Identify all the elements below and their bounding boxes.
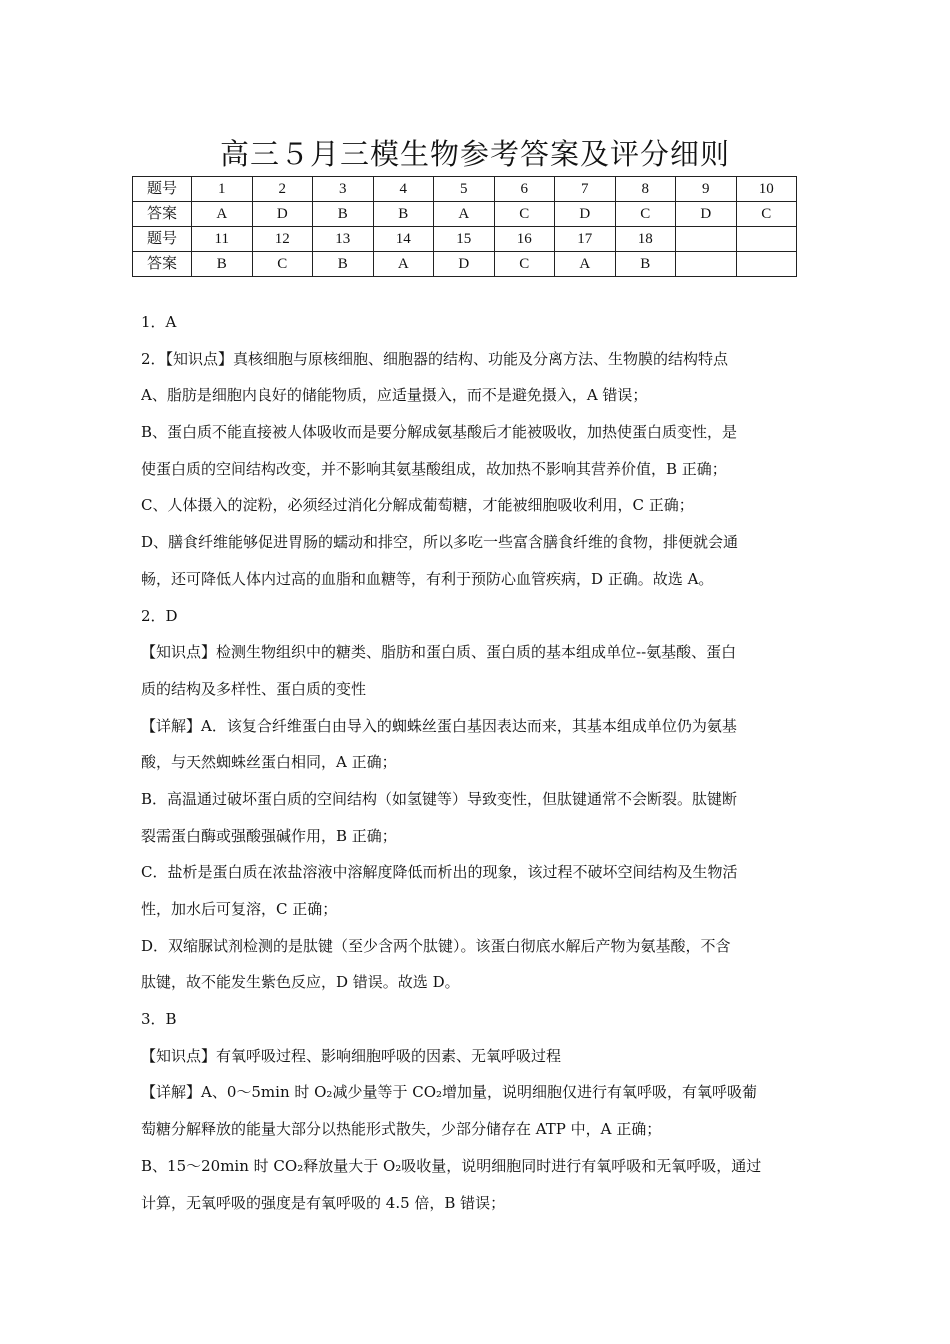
table-cell: 16: [494, 227, 555, 252]
table-cell: C: [494, 202, 555, 227]
table-cell: D: [555, 202, 616, 227]
table-cell: 6: [494, 177, 555, 202]
table-cell: C: [615, 202, 676, 227]
text-line: 3．B: [141, 1010, 177, 1029]
table-cell: B: [615, 252, 676, 277]
table-cell: A: [373, 252, 434, 277]
text-line: C．盐析是蛋白质在浓盐溶液中溶解度降低而析出的现象，该过程不破坏空间结构及生物活: [141, 863, 738, 882]
text-line: 酸，与天然蜘蛛丝蛋白相同，A 正确；: [141, 753, 397, 772]
table-cell: [676, 227, 737, 252]
table-cell: B: [313, 252, 374, 277]
text-line: B、15～20min 时 CO₂释放量大于 O₂吸收量，说明细胞同时进行有氧呼吸和无氧呼吸，通过: [141, 1156, 762, 1175]
table-cell: C: [736, 202, 797, 227]
text-line: 肽键，故不能发生紫色反应，D 错误。故选 D。: [141, 973, 460, 992]
table-cell: 12: [252, 227, 313, 252]
table-cell: C: [252, 252, 313, 277]
table-cell: 5: [434, 177, 495, 202]
table-cell: 15: [434, 227, 495, 252]
table-cell: B: [373, 202, 434, 227]
text-line: 裂需蛋白酶或强酸强碱作用，B 正确；: [141, 826, 397, 845]
table-cell: B: [192, 252, 253, 277]
row-label: 题号: [133, 177, 192, 202]
text-line: 质的结构及多样性、蛋白质的变性: [141, 679, 367, 698]
text-line: 使蛋白质的空间结构改变，并不影响其氨基酸组成，故加热不影响其营养价值，B 正确；: [141, 459, 727, 478]
table-cell: A: [555, 252, 616, 277]
table-cell: C: [494, 252, 555, 277]
text-line: B．高温通过破坏蛋白质的空间结构（如氢键等）导致变性，但肽键通常不会断裂。肽键断: [141, 789, 738, 808]
row-label: 答案: [133, 202, 192, 227]
table-cell: D: [252, 202, 313, 227]
table-cell: 1: [192, 177, 253, 202]
answer-table: [132, 176, 797, 277]
text-line: 【详解】A．该复合纤维蛋白由导入的蜘蛛丝蛋白基因表达而来，其基本组成单位仍为氨基: [141, 716, 737, 735]
text-line: 性，加水后可复溶，C 正确；: [141, 900, 338, 918]
row-label: 题号: [133, 227, 192, 252]
table-cell: 3: [313, 177, 374, 202]
table-cell: 14: [373, 227, 434, 252]
table-row: [133, 227, 797, 252]
table-cell: 2: [252, 177, 313, 202]
text-line: 【详解】A、0～5min 时 O₂减少量等于 CO₂增加量，说明细胞仅进行有氧呼吸，有氧呼吸葡: [141, 1083, 758, 1102]
table-cell: D: [434, 252, 495, 277]
table-cell: 8: [615, 177, 676, 202]
table-cell: 7: [555, 177, 616, 202]
text-line: A、脂肪是细胞内良好的储能物质，应适量摄入，而不是避免摄入，A 错误；: [141, 386, 648, 405]
table-cell: 17: [555, 227, 616, 252]
table-cell: 13: [313, 227, 374, 252]
table-cell: D: [676, 202, 737, 227]
text-line: 萄糖分解释放的能量大部分以热能形式散失，少部分储存在 ATP 中，A 正确；: [141, 1120, 662, 1139]
table-cell: [736, 252, 797, 277]
text-line: C、人体摄入的淀粉，必须经过消化分解成葡萄糖，才能被细胞吸收利用，C 正确；: [141, 496, 694, 515]
row-label: 答案: [133, 252, 192, 277]
table-row: [133, 202, 797, 227]
table-row: [133, 252, 797, 277]
table-row: [133, 177, 797, 202]
text-line: D．双缩脲试剂检测的是肽键（至少含两个肽键）。该蛋白彻底水解后产物为氨基酸，不含: [141, 936, 731, 955]
table-cell: A: [434, 202, 495, 227]
text-line: 计算，无氧呼吸的强度是有氧呼吸的 4.5 倍，B 错误；: [141, 1193, 506, 1212]
table-cell: [676, 252, 737, 277]
text-line: D、膳食纤维能够促进胃肠的蠕动和排空，所以多吃一些富含膳食纤维的食物，排便就会通: [141, 533, 739, 552]
table-cell: A: [192, 202, 253, 227]
answer-explanations: [141, 304, 801, 1221]
text-line: 【知识点】检测生物组织中的糖类、脂肪和蛋白质、蛋白质的基本组成单位--氨基酸、蛋白: [141, 643, 737, 662]
table-cell: 11: [192, 227, 253, 252]
text-line: 1．A: [141, 313, 177, 331]
text-line: B、蛋白质不能直接被人体吸收而是要分解成氨基酸后才能被吸收，加热使蛋白质变性，是: [141, 423, 738, 442]
text-line: 2．【知识点】真核细胞与原核细胞、细胞器的结构、功能及分离方法、生物膜的结构特点: [141, 349, 729, 368]
page-title: 高三５月三模生物参考答案及评分细则: [219, 137, 730, 171]
table-cell: 10: [736, 177, 797, 202]
table-cell: B: [313, 202, 374, 227]
text-line: 【知识点】有氧呼吸过程、影响细胞呼吸的因素、无氧呼吸过程: [141, 1046, 562, 1065]
table-cell: 4: [373, 177, 434, 202]
table-cell: [736, 227, 797, 252]
table-cell: 18: [615, 227, 676, 252]
text-line: 畅，还可降低人体内过高的血脂和血糖等，有利于预防心血管疾病，D 正确。故选 A。: [141, 569, 714, 588]
table-cell: 9: [676, 177, 737, 202]
text-line: 2．D: [141, 606, 178, 625]
